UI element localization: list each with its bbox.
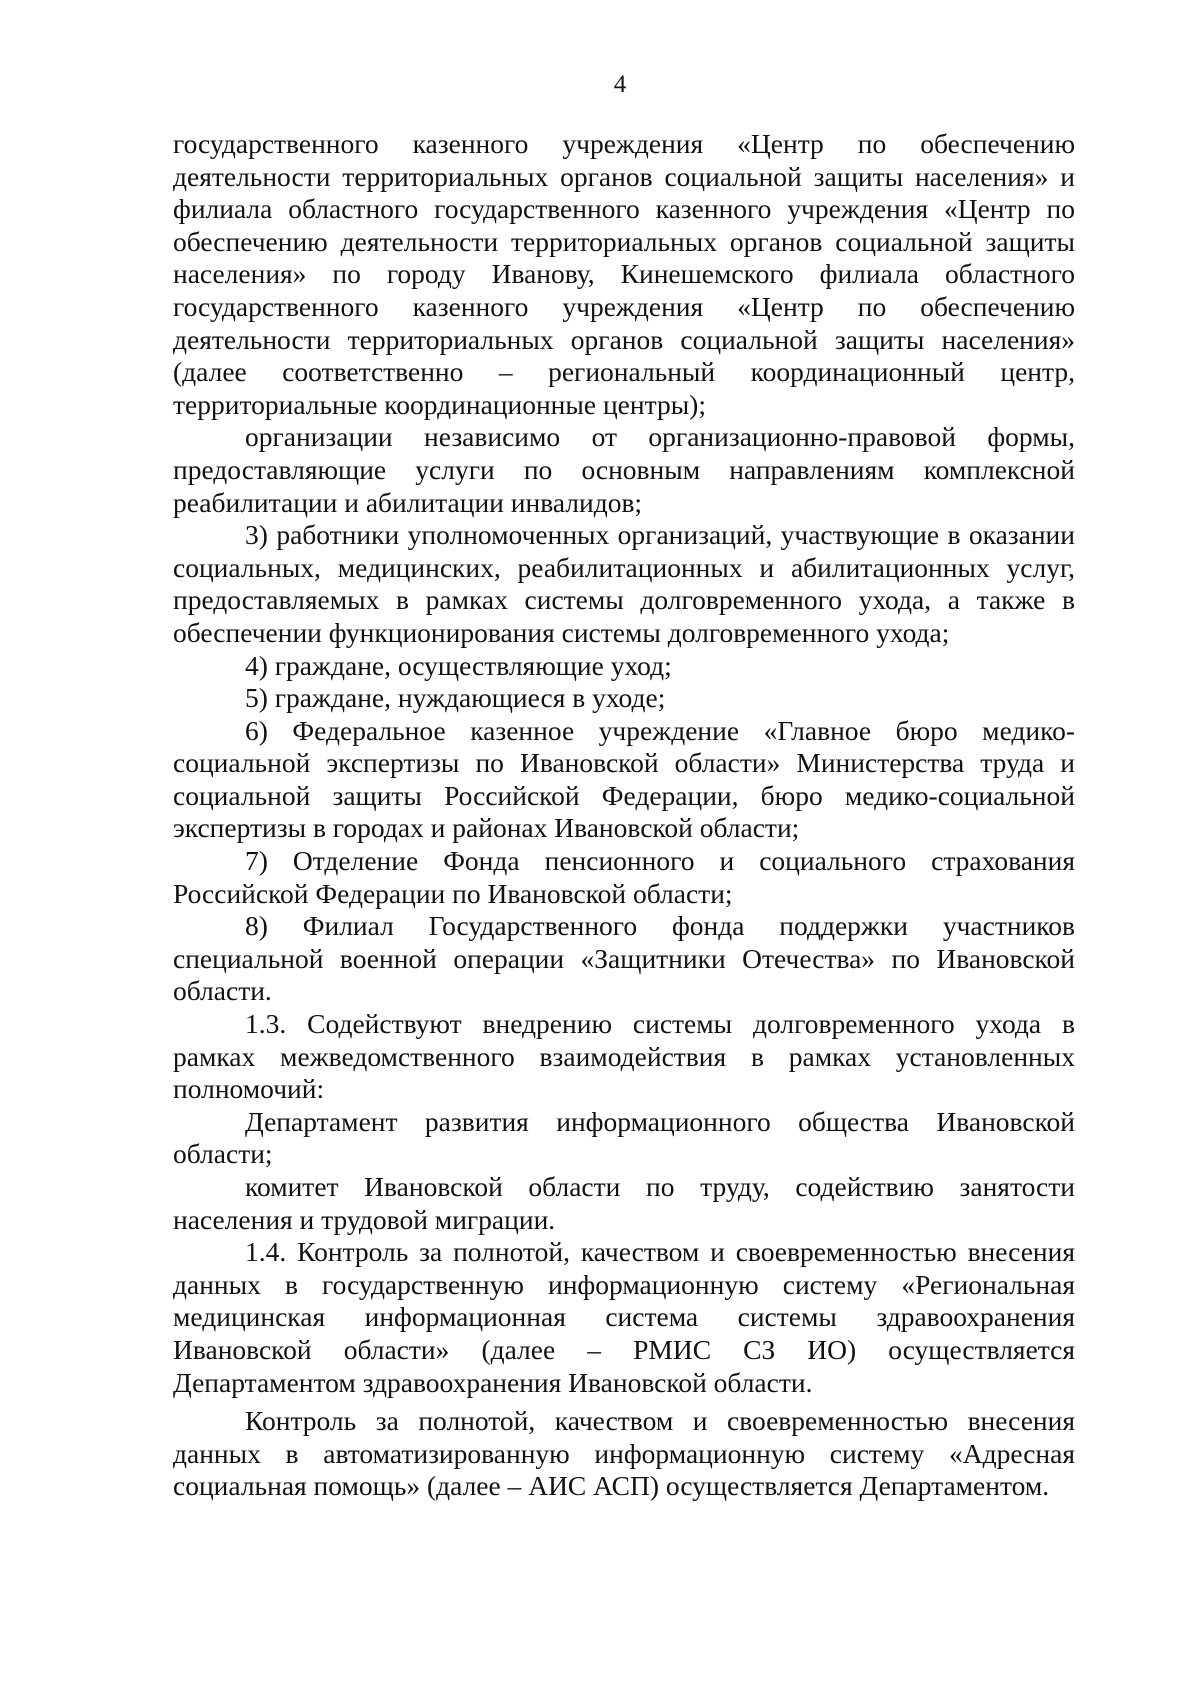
list-item-6: 6) Федеральное казенное учреждение «Главное бюро медико-социальной экспертизы по Ивановской области» Министерства труда и социальной защиты Российской Федерации, бюро медико-социальной экспертизы в городах и районах Ивановской области; [173,714,1075,844]
section-1-4: 1.4. Контроль за полнотой, качеством и своевременностью внесения данных в государственную информационную систему «Региональная медицинская информационная система системы здравоохранения Ивановской области» (далее – РМИС СЗ ИО) осуществляется Департаментом здравоохранения Ивановской области. [173,1236,1075,1398]
paragraph-labor-committee: комитет Ивановской области по труду, содействию занятости населения и трудовой миграции. [173,1171,1075,1235]
list-item-7: 7) Отделение Фонда пенсионного и социального страхования Российской Федерации по Ивановской области; [173,845,1075,909]
list-item-8: 8) Филиал Государственного фонда поддержки участников специальной военной операции «Защитники Отечества» по Ивановской области. [173,910,1075,1007]
document-body [173,128,1075,1503]
paragraph-department-info-society: Департамент развития информационного общества Ивановской области; [173,1105,1075,1170]
paragraph-organizations: организации независимо от организационно-правовой формы, предоставляющие услуги по основным направлениям комплексной реабилитации и абилитации инвалидов; [173,421,1075,518]
paragraph-continuation: государственного казенного учреждения «Центр по обеспечению деятельности территориальных органов социальной защиты населения» и филиала областного государственного казенного учреждения «Центр по обеспечению деятельности территориальных органов социальной защиты населения» по городу Иванову, Кинешемского филиала областного государственного казенного учреждения «Центр по обеспечению деятельности территориальных органов социальной защиты населения» (далее соответственно – региональный координационный центр, территориальные координационные центры); [173,128,1075,420]
page-number: 4 [613,71,627,98]
list-item-4: 4) граждане, осуществляющие уход; [245,649,672,681]
list-item-5: 5) граждане, нуждающиеся в уходе; [245,682,666,714]
paragraph-ais-asp-control: Контроль за полнотой, качеством и своевременностью внесения данных в автоматизированную информационную систему «Адресная социальная помощь» (далее – АИС АСП) осуществляется Департаментом. [173,1405,1075,1502]
section-1-3: 1.3. Содействуют внедрению системы долговременного ухода в рамках межведомственного взаимодействия в рамках установленных полномочий: [173,1008,1075,1105]
list-item-3: 3) работники уполномоченных организаций, участвующие в оказании социальных, медицинских, реабилитационных и абилитационных услуг, предоставляемых в рамках системы долговременного ухода, а также в обеспечении функционирования системы долговременного ухода; [173,519,1075,648]
